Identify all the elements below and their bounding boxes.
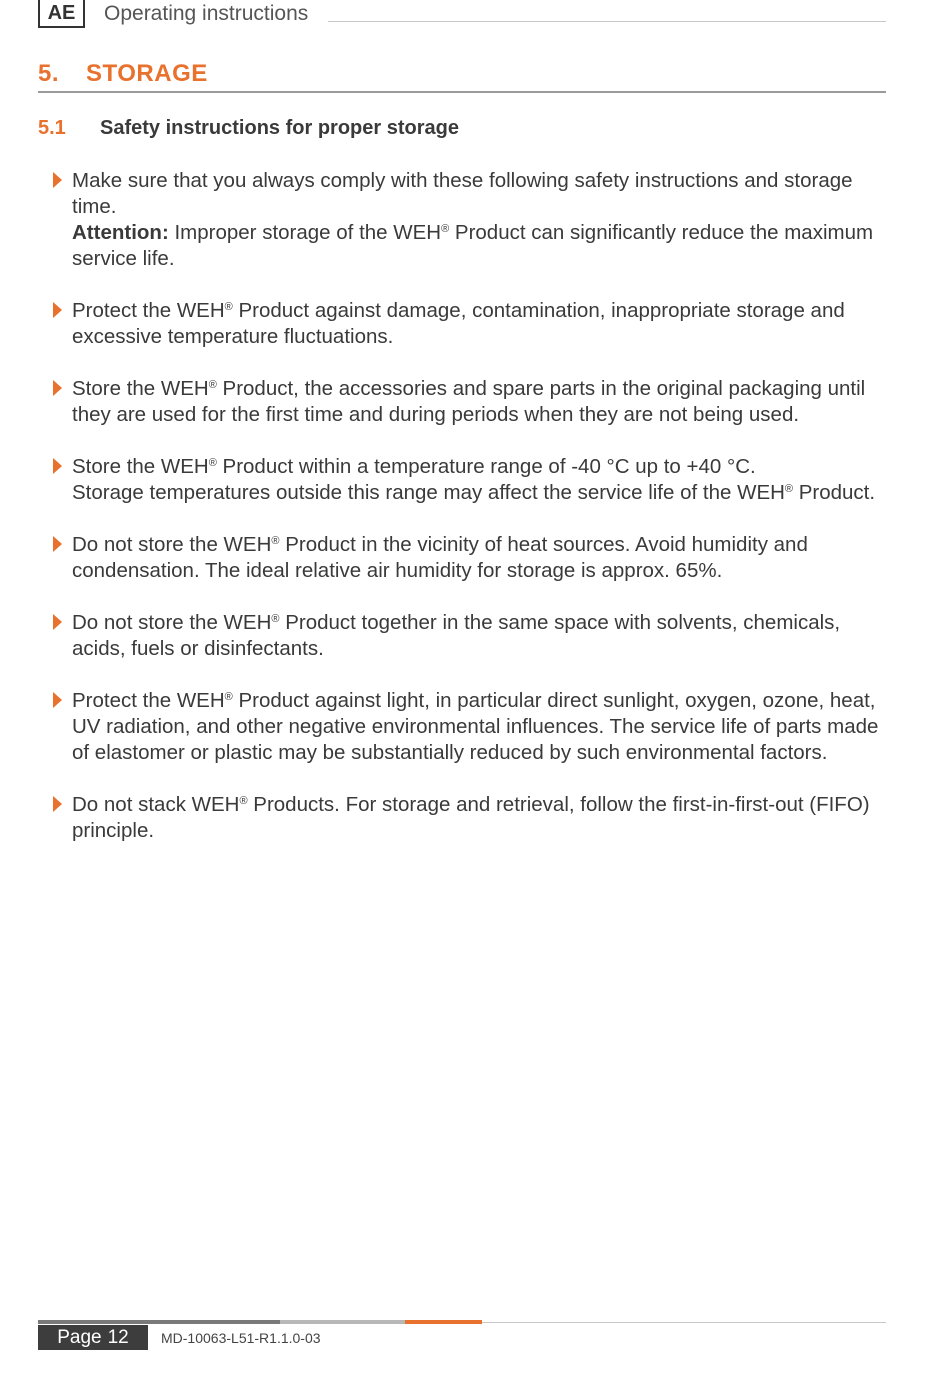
language-code: AE: [38, 0, 85, 28]
list-item: [38, 168, 898, 272]
registered-mark: ®: [784, 483, 794, 495]
arrow-bullet-icon: [53, 796, 62, 812]
item-text: Protect the WEH: [72, 299, 225, 322]
list-item: [38, 688, 898, 766]
item-text: Do not store the WEH: [72, 611, 272, 634]
item-text: Store the WEH: [72, 455, 209, 478]
list-item: [38, 454, 898, 506]
list-item: [38, 532, 898, 584]
registered-mark: ®: [208, 379, 217, 391]
attention-label: Attention:: [72, 221, 169, 244]
item-text: Product against light, in particular direct sunlight, oxygen, ozone, heat, UV radiation, and other negative environmental influences. The service life of parts made of elastomer or plastic may be substantially reduced by such environmental factors.: [72, 689, 879, 764]
registered-mark: ®: [441, 223, 450, 235]
item-text: Product within a temperature range of -40 °C up to +40 °C.: [216, 455, 756, 478]
item-text: Storage temperatures outside this range may affect the service life of the WEH: [72, 481, 785, 504]
arrow-bullet-icon: [53, 614, 62, 630]
item-text: Product in the vicinity of heat sources. Avoid humidity and condensation. The ideal relative air humidity for storage is approx. 65%.: [72, 533, 808, 582]
document-code: MD-10063-L51-R1.1.0-03: [161, 1330, 321, 1346]
footer-divider: [482, 1322, 886, 1323]
item-text: Product, the accessories and spare parts in the original packaging until they are used for the first time and during periods when they are not being used.: [72, 377, 866, 426]
chapter-number: 5.: [38, 60, 60, 87]
document-type: Operating instructions: [104, 2, 309, 25]
registered-mark: ®: [239, 795, 248, 807]
page-header: [38, 0, 886, 32]
page-number: 12: [107, 1326, 129, 1348]
item-text: Product together in the same space with solvents, chemicals, acids, fuels or disinfectants.: [72, 611, 841, 660]
list-item: [38, 298, 898, 350]
list-item: [38, 610, 898, 662]
item-text: Improper storage of the WEH: [168, 221, 442, 244]
chapter-divider: [38, 91, 886, 93]
footer-bar-dark: [38, 1320, 280, 1324]
registered-mark: ®: [224, 301, 233, 313]
page-label: Page: [57, 1326, 102, 1348]
footer-bar-accent: [405, 1320, 482, 1324]
arrow-bullet-icon: [53, 536, 62, 552]
list-item: [38, 376, 898, 428]
registered-mark: ®: [208, 457, 217, 469]
header-divider: [328, 21, 886, 22]
registered-mark: ®: [224, 691, 233, 703]
list-item: [38, 792, 898, 844]
item-text: Do not store the WEH: [72, 533, 272, 556]
page-number-box: [38, 1325, 148, 1350]
registered-mark: ®: [271, 535, 280, 547]
item-text: Do not stack WEH: [72, 793, 240, 816]
registered-mark: ®: [271, 613, 280, 625]
section-heading: [38, 117, 459, 140]
item-text: Product can significantly reduce the maximum service life.: [72, 221, 874, 270]
item-text: Make sure that you always comply with these following safety instructions and storage time.: [72, 169, 853, 218]
footer-bar-light: [280, 1320, 405, 1324]
chapter-heading: [38, 60, 886, 88]
arrow-bullet-icon: [53, 172, 62, 188]
item-text: Protect the WEH: [72, 689, 225, 712]
arrow-bullet-icon: [53, 458, 62, 474]
section-title: Safety instructions for proper storage: [100, 117, 459, 139]
item-text: Product against damage, contamination, inappropriate storage and excessive temperature fluctuations.: [72, 299, 845, 348]
arrow-bullet-icon: [53, 380, 62, 396]
section-number: 5.1: [38, 117, 66, 139]
item-text: Store the WEH: [72, 377, 209, 400]
item-text: Products. For storage and retrieval, follow the first-in-first-out (FIFO) principle.: [72, 793, 870, 842]
instruction-list: [38, 168, 898, 870]
item-text: Product.: [793, 481, 876, 504]
arrow-bullet-icon: [53, 692, 62, 708]
arrow-bullet-icon: [53, 302, 62, 318]
chapter-title: STORAGE: [86, 60, 208, 87]
